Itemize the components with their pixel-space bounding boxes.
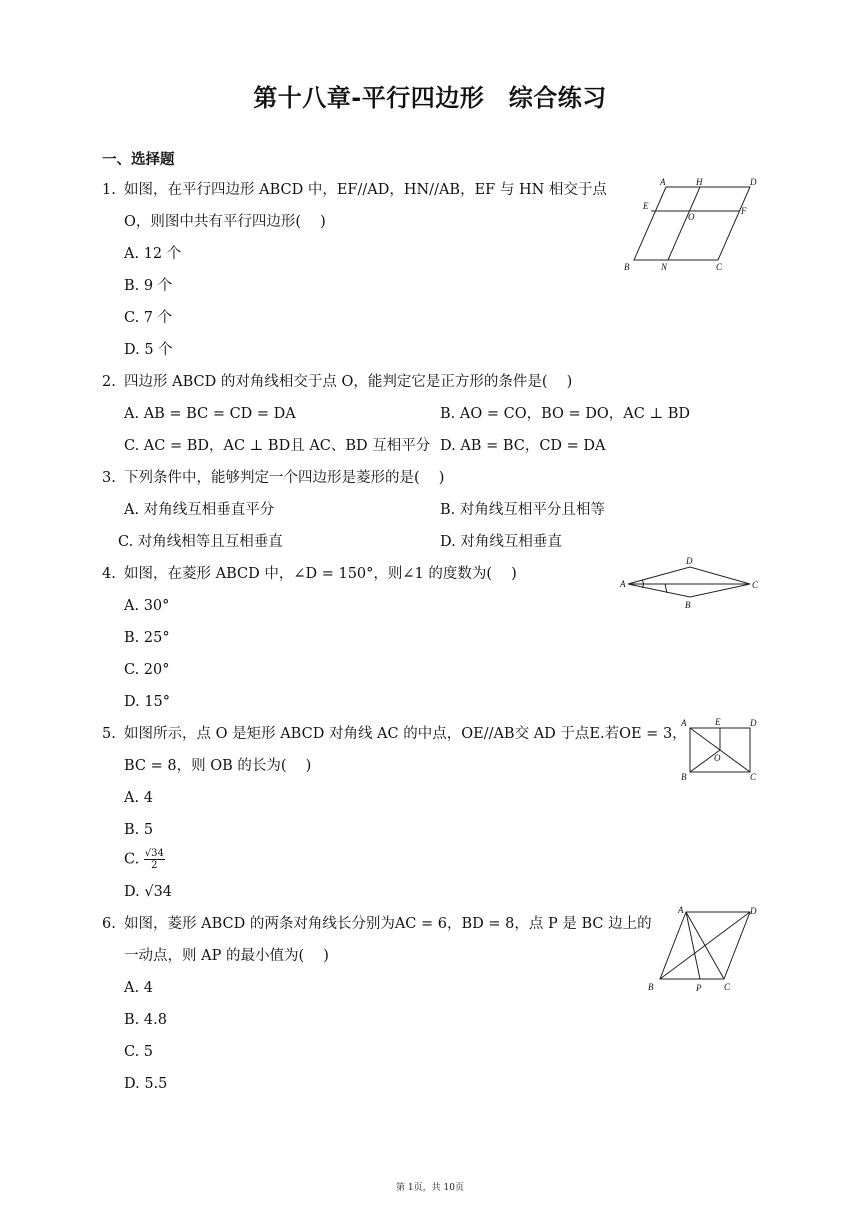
page-footer: 第 1页，共 10页	[396, 1183, 464, 1193]
figure-rhombus-diagonals	[644, 900, 764, 996]
question-1-option-c: C. 7 个	[124, 310, 173, 326]
fig5-label-c: C	[750, 772, 757, 782]
fig6-label-d: D	[750, 906, 757, 916]
fig6-label-a: A	[678, 905, 684, 915]
question-4-option-b: B. 25°	[124, 630, 170, 646]
figure-rectangle-abcd	[678, 714, 764, 786]
question-6-option-a: A. 4	[124, 980, 153, 996]
fig6-label-b: B	[648, 982, 654, 992]
question-2-option-c: C. AC = BD，AC ⊥ BD且 AC、BD 互相平分	[124, 438, 431, 454]
question-5-text-line1: 如图所示，点 O 是矩形 ABCD 对角线 AC 的中点，OE//AB交 AD 于点E.若OE = 3，	[124, 726, 687, 742]
question-2-text: 四边形 ABCD 的对角线相交于点 O，能判定它是正方形的条件是( )	[124, 374, 573, 390]
question-3-option-a: A. 对角线互相垂直平分	[124, 502, 275, 518]
question-5-option-a: A. 4	[124, 790, 153, 806]
fraction-denominator: 2	[151, 860, 158, 871]
fig4-label-d: D	[686, 556, 693, 566]
fig4-label-b: B	[685, 600, 691, 610]
fig1-label-e: E	[643, 201, 649, 211]
fig1-label-d: D	[750, 177, 757, 187]
fig1-label-h: H	[696, 177, 703, 187]
question-2-number: 2.	[102, 374, 116, 390]
question-3-text: 下列条件中，能够判定一个四边形是菱形的是( )	[124, 470, 445, 486]
question-1-option-d: D. 5 个	[124, 342, 173, 358]
question-5-option-c-fraction	[144, 848, 165, 871]
question-1-text-line2: O，则图中共有平行四边形( )	[124, 214, 326, 230]
question-5-number: 5.	[102, 726, 116, 742]
fig1-label-n: N	[661, 262, 668, 272]
fig1-label-a: A	[660, 177, 666, 187]
fig5-label-a: A	[681, 718, 687, 728]
question-6-option-c: C. 5	[124, 1044, 154, 1060]
question-1-text-line1: 如图，在平行四边形 ABCD 中，EF//AD，HN//AB，EF 与 HN 相交于点	[124, 182, 607, 198]
question-6-text-line1: 如图，菱形 ABCD 的两条对角线长分别为AC = 6，BD = 8，点 P 是 BC 边上的	[124, 916, 652, 932]
question-2-option-a: A. AB = BC = CD = DA	[124, 406, 296, 422]
fig5-label-e: E	[715, 717, 721, 727]
figure-parallelogram-efhn	[618, 174, 768, 274]
fig5-label-b: B	[681, 772, 687, 782]
question-1-option-b: B. 9 个	[124, 278, 173, 294]
question-4-option-a: A. 30°	[124, 598, 170, 614]
fig6-label-c: C	[724, 982, 731, 992]
fig1-label-b: B	[624, 262, 630, 272]
question-6-text-line2: 一动点，则 AP 的最小值为( )	[124, 948, 329, 964]
question-3-option-d: D. 对角线互相垂直	[440, 534, 562, 550]
question-5-option-b: B. 5	[124, 822, 154, 838]
question-4-option-c: C. 20°	[124, 662, 170, 678]
fig1-label-f: F	[741, 206, 747, 216]
fig4-label-a: A	[620, 579, 626, 589]
question-6-number: 6.	[102, 916, 116, 932]
page-title: 第十八章-平行四边形 综合练习	[253, 84, 607, 112]
question-2-option-d: D. AB = BC，CD = DA	[440, 438, 606, 454]
question-6-option-b: B. 4.8	[124, 1012, 167, 1028]
question-5-text-line2: BC = 8，则 OB 的长为( )	[124, 758, 312, 774]
question-4-number: 4.	[102, 566, 116, 582]
section-heading: 一、选择题	[102, 152, 175, 168]
question-5-option-c-label: C.	[124, 851, 144, 868]
question-4-text: 如图，在菱形 ABCD 中，∠D = 150°，则∠1 的度数为( )	[124, 566, 517, 582]
question-1-option-a: A. 12 个	[124, 246, 182, 262]
question-5-option-c	[124, 848, 165, 871]
fig1-label-c: C	[716, 262, 723, 272]
question-5-option-d	[124, 882, 172, 902]
figure-rhombus-angle	[618, 554, 764, 612]
question-3-option-b: B. 对角线互相平分且相等	[440, 502, 605, 518]
fig4-label-c: C	[752, 580, 759, 590]
fig1-label-o: O	[688, 212, 695, 222]
question-2-option-b: B. AO = CO，BO = DO，AC ⊥ BD	[440, 406, 690, 422]
fraction-numerator: √34	[144, 848, 164, 859]
question-5-option-d-value: √34	[144, 884, 173, 900]
question-3-number: 3.	[102, 470, 116, 486]
fig5-label-o: O	[714, 753, 721, 763]
fig6-label-p: P	[696, 983, 702, 993]
question-1-number: 1.	[102, 182, 116, 198]
question-6-option-d: D. 5.5	[124, 1076, 168, 1092]
question-4-option-d: D. 15°	[124, 694, 171, 710]
question-5-option-d-label: D.	[124, 884, 145, 900]
question-3-option-c: C. 对角线相等且互相垂直	[118, 534, 283, 550]
fig5-label-d: D	[750, 718, 757, 728]
